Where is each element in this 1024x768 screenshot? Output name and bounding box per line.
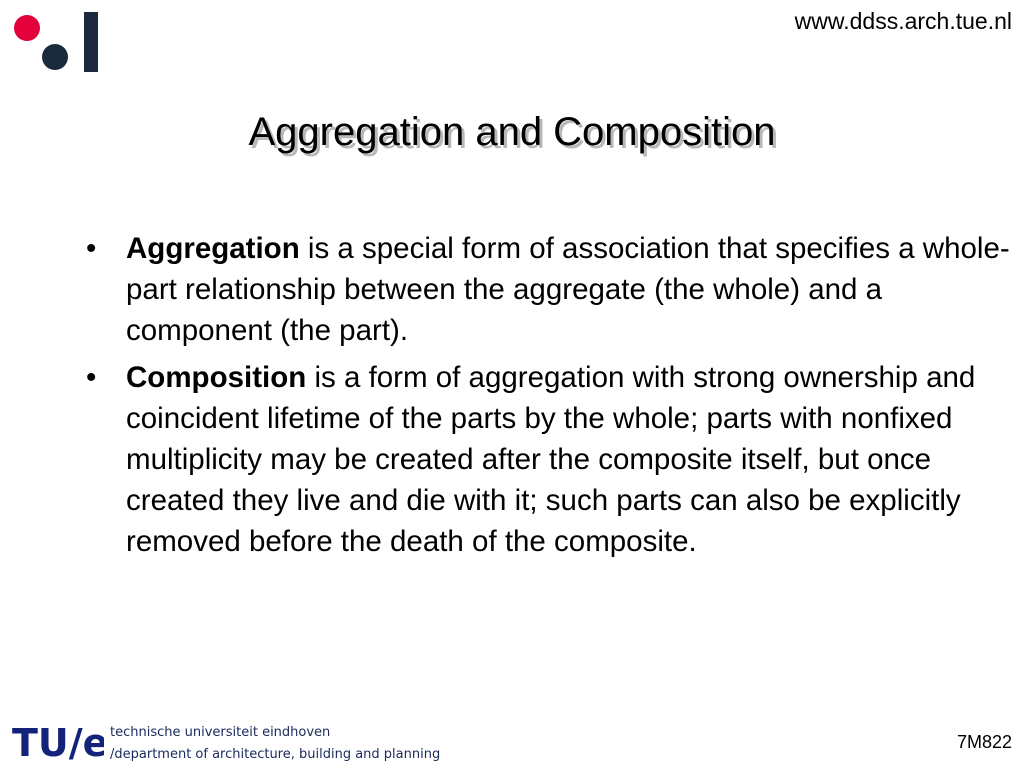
header-url: www.ddss.arch.tue.nl — [794, 8, 1012, 34]
course-code: 7M822 — [956, 732, 1012, 752]
bullet-list — [82, 228, 1017, 568]
bullet-term: Aggregation — [126, 232, 300, 265]
tue-dots-logo-icon — [10, 10, 102, 74]
slide-title: Aggregation and Composition — [248, 110, 776, 154]
bullet-text: is a special form of association that specifies a whole-part relationship between the aggregate (the whole) and a component (the part). — [126, 232, 1010, 347]
footer-university: technische universiteit eindhoven — [110, 725, 331, 740]
footer-department: /department of architecture, building and planning — [110, 747, 441, 762]
svg-text:TU/e: TU/e — [12, 721, 104, 764]
bullet-item-aggregation — [82, 228, 1017, 351]
bullet-icon: • — [86, 361, 97, 394]
bullet-item-composition — [82, 357, 1017, 562]
tue-wordmark-logo — [12, 718, 104, 764]
footer-institution — [110, 722, 440, 766]
bullet-term: Composition — [126, 361, 307, 394]
bullet-text: is a form of aggregation with strong ownership and coincident lifetime of the parts by the whole; parts with nonfixed multiplicity may be created after the composite itself, but once created they live and die with it; such parts can also be explicitly removed before the death of the composite. — [126, 361, 976, 558]
bullet-icon: • — [86, 232, 97, 265]
